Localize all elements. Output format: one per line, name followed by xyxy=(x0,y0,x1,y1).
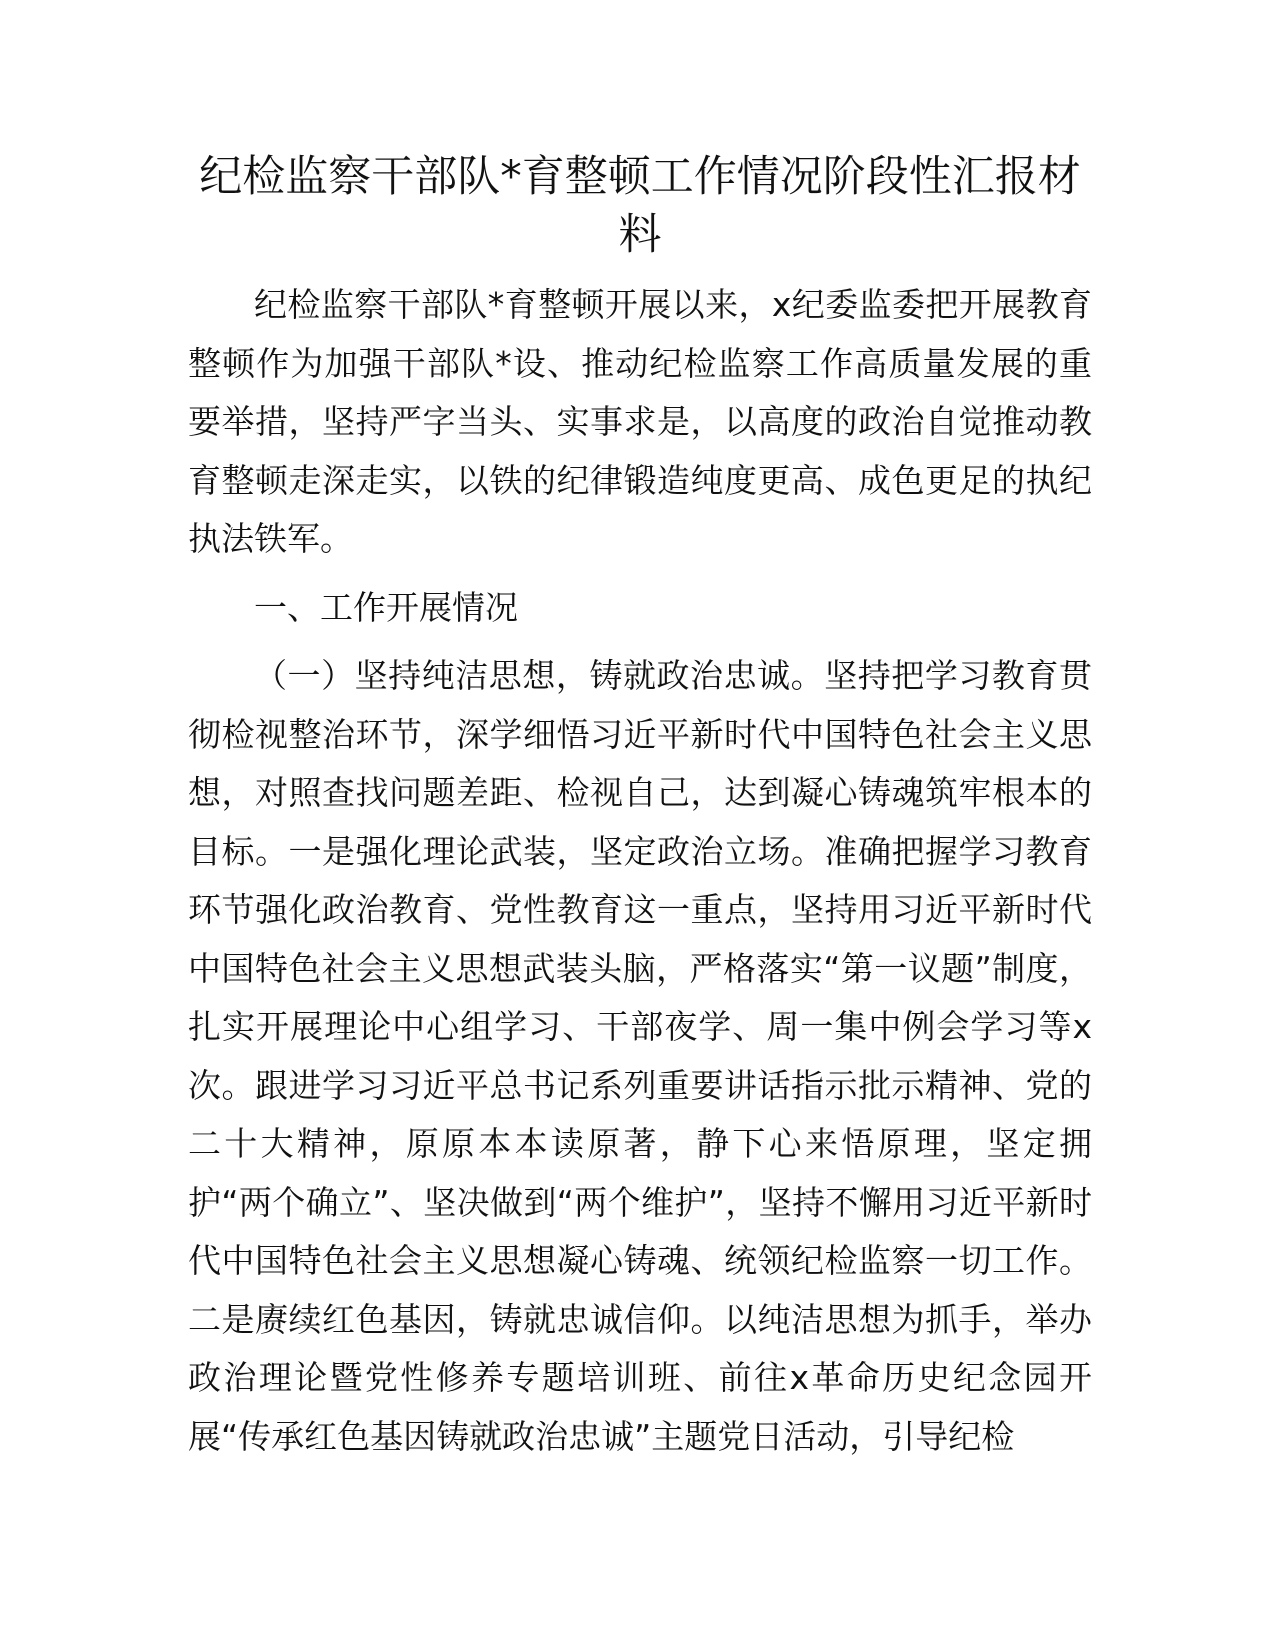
document-body xyxy=(188,148,1092,1466)
section-1-paragraph: （一）坚持纯洁思想，铸就政治忠诚。坚持把学习教育贯彻检视整治环节，深学细悟习近平新时代中国特色社会主义思想，对照查找问题差距、检视自己，达到凝心铸魂筑牢根本的目标。一是强化理论武装，坚定政治立场。准确把握学习教育环节强化政治教育、党性教育这一重点，坚持用习近平新时代中国特色社会主义思想武装头脑，严格落实“第一议题”制度，扎实开展理论中心组学习、干部夜学、周一集中例会学习等x次。跟进学习习近平总书记系列重要讲话指示批示精神、党的二十大精神，原原本本读原著，静下心来悟原理，坚定拥护“两个确立”、坚决做到“两个维护”，坚持不懈用习近平新时代中国特色社会主义思想凝心铸魂、统领纪检监察一切工作。二是赓续红色基因，铸就忠诚信仰。以纯洁思想为抓手，举办政治理论暨党性修养专题培训班、前往x革命历史纪念园开展“传承红色基因铸就政治忠诚”主题党日活动，引导纪检 xyxy=(188,656,1092,1456)
document-title: 纪检监察干部队*育整顿工作情况阶段性汇报材料 xyxy=(199,152,1081,260)
section-heading-1: 一、工作开展情况 xyxy=(254,587,518,627)
intro-paragraph: 纪检监察干部队*育整顿开展以来，x纪委监委把开展教育整顿作为加强干部队*设、推动纪检监察工作高质量发展的重要举措，坚持严字当头、实事求是，以高度的政治自觉推动教育整顿走深走实，以铁的纪律锻造纯度更高、成色更足的执纪执法铁军。 xyxy=(188,285,1092,558)
